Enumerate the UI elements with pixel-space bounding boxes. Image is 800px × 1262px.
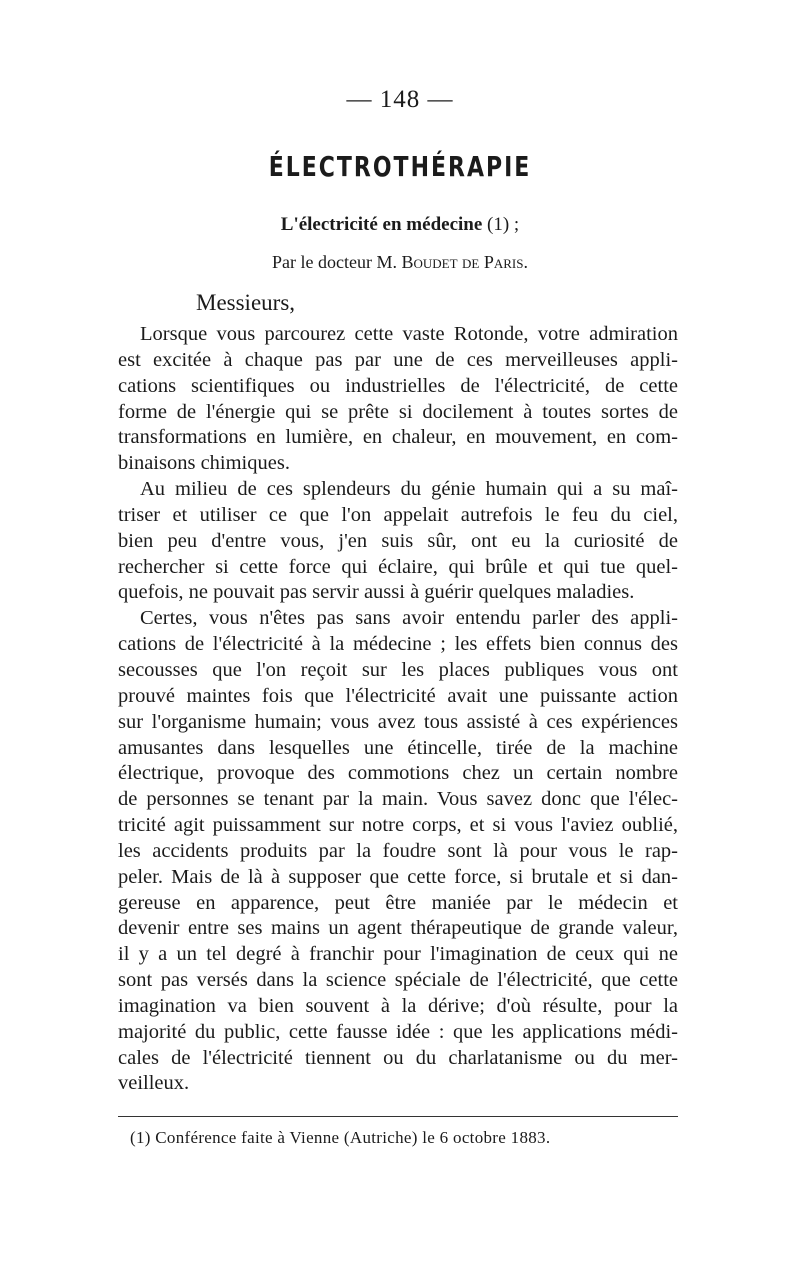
footnote-divider bbox=[118, 1116, 678, 1117]
article-body bbox=[118, 322, 678, 1097]
text-line: Certes, vous n'êtes pas sans avoir entendu parler des appli- bbox=[140, 607, 678, 630]
author-name: Boudet de Paris. bbox=[401, 252, 528, 272]
text-line: il y a un tel degré à franchir pour l'imagination de ceux qui ne bbox=[118, 943, 678, 966]
text-line: binaisons chimiques. bbox=[118, 452, 290, 475]
footnote-reference: (1) ; bbox=[487, 214, 520, 235]
text-line: transformations en lumière, en chaleur, en mouvement, en com- bbox=[118, 426, 678, 449]
text-line: peler. Mais de là à supposer que cette force, si brutale et si dan- bbox=[118, 865, 678, 888]
text-line: Au milieu de ces splendeurs du génie humain qui a su maî- bbox=[140, 478, 678, 501]
text-line: rechercher si cette force qui éclaire, qui brûle et qui tue quel- bbox=[118, 555, 678, 578]
page-number: — 148 — bbox=[346, 86, 454, 113]
footnote: (1) Conférence faite à Vienne (Autriche) le 6 octobre 1883. bbox=[130, 1128, 551, 1147]
text-line: secousses que l'on reçoit sur les places publiques vous ont bbox=[118, 658, 678, 681]
text-line: imagination va bien souvent à la dérive; d'où résulte, pour la bbox=[118, 994, 678, 1017]
text-line: les accidents produits par la foudre sont là pour vous le rap- bbox=[118, 839, 678, 862]
article-subtitle bbox=[0, 214, 800, 236]
text-line: veilleux. bbox=[118, 1072, 190, 1095]
byline bbox=[0, 252, 800, 273]
text-line: bien peu d'entre vous, j'en suis sûr, ont eu la curiosité de bbox=[118, 529, 678, 552]
text-line: sont pas versés dans la science spéciale de l'électricité, que cette bbox=[118, 969, 678, 992]
text-line: de personnes se tenant par la main. Vous savez donc que l'élec- bbox=[118, 788, 678, 811]
text-line: gereuse en apparence, peut être maniée par le médecin et bbox=[118, 891, 678, 914]
text-line: cales de l'électricité tiennent ou du charlatanisme ou du mer- bbox=[118, 1046, 678, 1069]
text-line: majorité du public, cette fausse idée : que les applications médi- bbox=[118, 1020, 678, 1043]
subtitle-text: L'électricité en médecine bbox=[280, 214, 483, 235]
text-line: électrique, provoque des commotions chez un certain nombre bbox=[118, 762, 678, 785]
text-line: cations de l'électricité à la médecine ; les effets bien connus des bbox=[118, 633, 678, 656]
text-line: triser et utiliser ce que l'on appelait autrefois le feu du ciel, bbox=[118, 503, 678, 526]
text-line: sur l'organisme humain; vous avez tous assisté à ces expériences bbox=[118, 710, 678, 733]
text-line: tricité agit puissamment sur notre corps, et si vous l'aviez oublié, bbox=[118, 814, 678, 837]
text-line: forme de l'énergie qui se prête si docilement à toutes sortes de bbox=[118, 400, 678, 423]
text-line: est excitée à chaque pas par une de ces merveilleuses appli- bbox=[118, 348, 678, 371]
text-line: Lorsque vous parcourez cette vaste Rotonde, votre admiration bbox=[140, 323, 678, 345]
byline-prefix: Par le docteur M. bbox=[272, 252, 397, 272]
text-line: quefois, ne pouvait pas servir aussi à guérir quelques maladies. bbox=[118, 581, 635, 604]
text-line: devenir entre ses mains un agent thérapeutique de grande valeur, bbox=[118, 917, 678, 940]
text-line: amusantes dans lesquelles une étincelle, tirée de la machine bbox=[118, 736, 678, 759]
salutation: Messieurs, bbox=[196, 290, 296, 315]
text-line: cations scientifiques ou industrielles de l'électricité, de cette bbox=[118, 374, 678, 397]
text-line: prouvé maintes fois que l'électricité avait une puissante action bbox=[118, 684, 678, 707]
section-title: ÉLECTROTHÉRAPIE bbox=[268, 152, 532, 184]
